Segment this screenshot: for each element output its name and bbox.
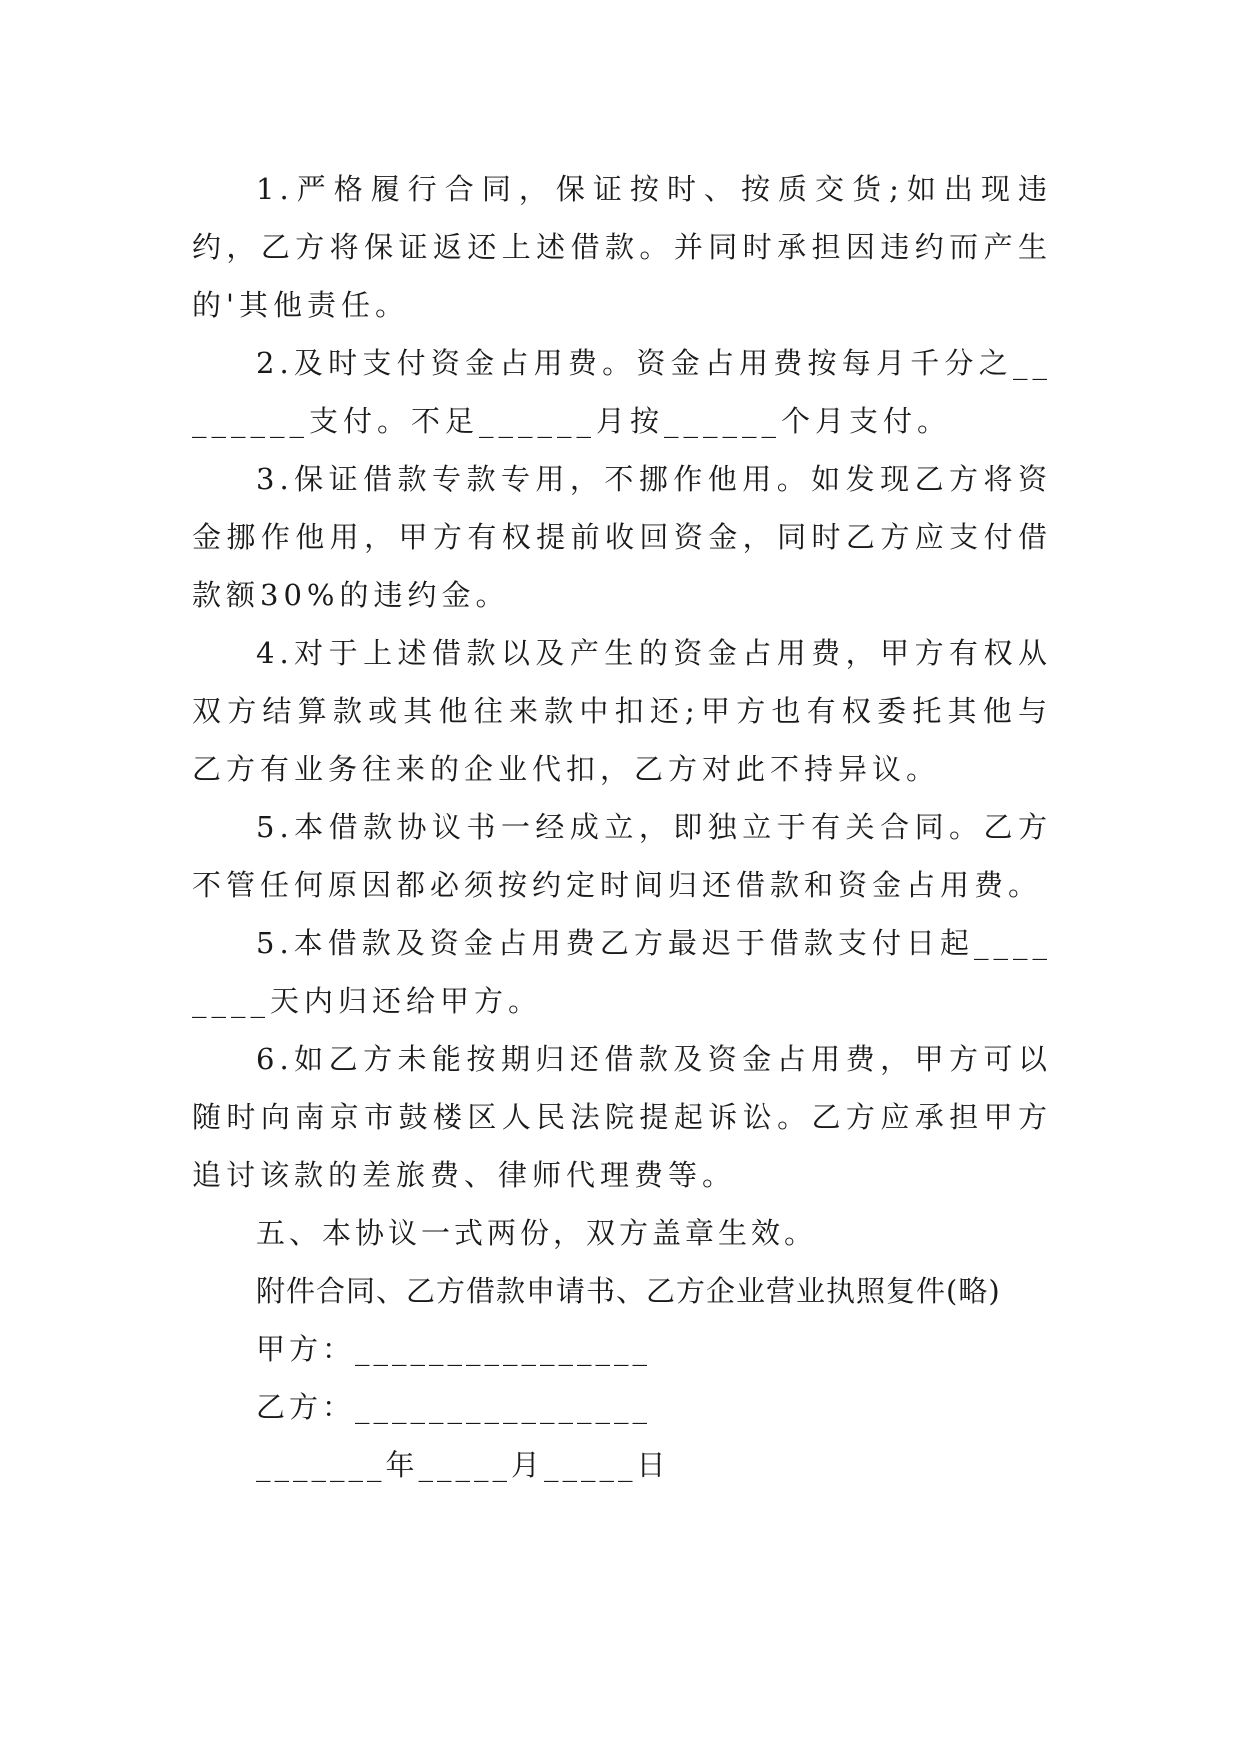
clause-five-line: 五、本协议一式两份，双方盖章生效。 [256, 1216, 818, 1250]
date-line: _______年_____月_____日 [256, 1448, 670, 1482]
document-body [192, 160, 1052, 1494]
clause-5-paragraph: 5.本借款协议书一经成立，即独立于有关合同。乙方不管任何原因都必须按约定时间归还借款和资金占用费。 [192, 810, 1052, 902]
clause-4-paragraph: 4.对于上述借款以及产生的资金占用费，甲方有权从双方结算款或其他往来款中扣还;甲方也有权委托其他与乙方有业务往来的企业代扣，乙方对此不持异议。 [192, 636, 1052, 786]
clause-1-paragraph: 1.严格履行合同，保证按时、按质交货;如出现违约，乙方将保证返还上述借款。并同时承担因违约而产生的'其他责任。 [192, 172, 1052, 322]
clause-6-paragraph: 6.如乙方未能按期归还借款及资金占用费，甲方可以随时向南京市鼓楼区人民法院提起诉讼。乙方应承担甲方追讨该款的差旅费、律师代理费等。 [192, 1042, 1052, 1192]
clause-5b-paragraph: 5.本借款及资金占用费乙方最迟于借款支付日起________天内归还给甲方。 [192, 926, 1052, 1018]
attachments-line: 附件合同、乙方借款申请书、乙方企业营业执照复件(略) [256, 1274, 1001, 1308]
party-b-signature-line: 乙方：________________ [256, 1390, 652, 1424]
party-a-signature-line: 甲方：________________ [256, 1332, 652, 1366]
clause-3-paragraph: 3.保证借款专款专用，不挪作他用。如发现乙方将资金挪作他用，甲方有权提前收回资金，同时乙方应支付借款额30%的违约金。 [192, 462, 1052, 612]
clause-2-paragraph: 2.及时支付资金占用费。资金占用费按每月千分之________支付。不足______月按______个月支付。 [192, 346, 1052, 438]
